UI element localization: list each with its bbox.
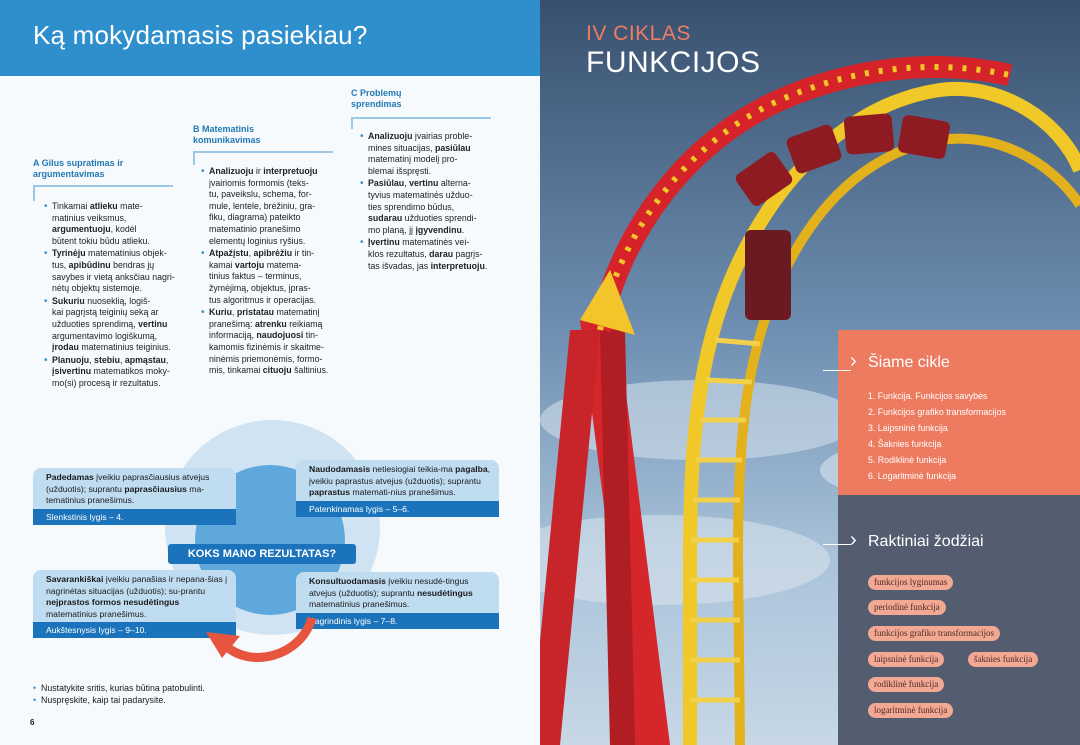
cycle-label: IV CIKLAS [586, 22, 691, 45]
column-b-heading: B Matematinis komunikavimas [193, 124, 261, 145]
list-item: 1. Funkcija. Funkcijos savybės [868, 391, 988, 401]
column-b-text: • Analizuoju ir interpretuoju įvairiomis formomis (teks- tu, paveikslu, schema, for- mule, lentele, brėžiniu, gra- fiku, diagrama) pateikto matematinio pranešimo elementų loginius ryšius. • Atpažįstu, apibrėžiu ir tin- kamai vartoju matema- tinius faktus – terminus, žymėjimą, objektus, įpras- tus algoritmus ir operacijas. • Kuriu, pristatau matematinį pranešimą: atrenku reikiamą informaciją, naudojuosi tin- kamomis fizinėmis ir skaitme- ninėmis priemonėmis, formo- mis, tinkamai cituoju šaltinius. [201, 166, 341, 378]
page-title: Ką mokydamasis pasiekiau? [33, 20, 368, 50]
cycle-arrow-icon [200, 570, 340, 680]
keyword-pill: rodiklinė funkcija [868, 677, 944, 692]
level-basic: Pagrindinis lygis – 7–8. [296, 613, 499, 629]
right-page [540, 0, 1080, 745]
level-threshold: Slenkstinis lygis – 4. [33, 509, 236, 525]
result-box-satisfactory: Naudodamasis netiesiogiai teikia-ma pagalba, įveikiu paprastus atvejus (užduotis); suprantu paprastus matemati-nius pranešimus. Patenkinamas lygis – 5–6. [296, 460, 499, 517]
column-c-rule [351, 117, 491, 119]
column-a-text: • Tinkamai atlieku mate- matinius veiksmus, argumentuoju, kodėl būtent tokiu būdu atlieku. • Tyrinėju matematinius objek- tus, apibūdinu bendras jų savybes ir vietą anksčiau nagri- nėtų objektų sistemoje. • Sukuriu nuoseklią, logiš- kai pagrįstą teiginių seką ar užduoties sprendimą, vertinu argumentavimo logiškumą, įrodau matematinius teiginius. • Planuoju, stebiu, apmąstau, įsivertinu matematikos moky- mo(si) procesą ir rezultatus. [44, 201, 184, 391]
column-c-text: • Analizuoju įvairias proble- mines situacijas, pasiūlau matematinį modelį pro- blemai išspręsti. • Pasiūlau, vertinu alterna- tyvius matematinės užduo- ties sprendimo būdus, sudarau užduoties sprendi- mo planą, jį įgyvendinu. • Įvertinu matematinės vei- klos rezultatus, darau pagrįs- tas išvadas, jas interpretuoju. [360, 131, 500, 273]
result-box-advanced: Savarankiškai įveikiu panašias ir nepana-šias į nagrinėtas situacijas (užduotis); su-prantu nejprastos formos nesudėtingus matematinius pranešimus. Aukštesnysis lygis – 9–10. [33, 570, 236, 638]
in-cycle-panel [838, 330, 1080, 495]
column-a-rule [33, 185, 173, 187]
keywords-heading: Raktiniai žodžiai [868, 533, 984, 550]
keywords-panel [838, 495, 1080, 745]
keyword-pill: logaritminė funkcija [868, 703, 953, 718]
chevron-right-icon: › [850, 350, 857, 372]
header-bar [0, 0, 540, 76]
list-item: 6. Logaritminė funkcija [868, 471, 957, 481]
column-a-heading: A Gilus supratimas ir argumentavimas [33, 158, 124, 179]
keyword-pill: laipsninė funkcija [868, 652, 944, 667]
keyword-pill: šaknies funkcija [968, 652, 1038, 667]
level-satisfactory: Patenkinamas lygis – 5–6. [296, 501, 499, 517]
notes-list [33, 682, 205, 706]
chevron-right-icon: › [850, 529, 857, 551]
keyword-pill: funkcijos grafiko transformacijos [868, 626, 1000, 641]
list-item: 4. Šaknies funkcija [868, 439, 942, 449]
result-box-threshold: Padedamas įveikiu paprasčiausius atvejus (užduotis); suprantu paprasčiausius ma-tematinius pranešimus. Slenkstinis lygis – 4. [33, 468, 236, 525]
note-item: • Nustatykite sritis, kurias būtina patobulinti. [33, 682, 205, 694]
list-item: 2. Funkcijos grafiko transformacijos [868, 407, 1006, 417]
keyword-pill: periodinė funkcija [868, 600, 946, 615]
level-advanced: Aukštesnysis lygis – 9–10. [33, 622, 236, 638]
in-cycle-heading: Šiame cikle [868, 354, 950, 371]
result-box-basic: Konsultuodamasis įveikiu nesudė-tingus atvejus (užduotis); suprantu nesudėtingus matematinius pranešimus. Pagrindinis lygis – 7–8. [296, 572, 499, 629]
column-b-rule [193, 151, 333, 153]
keyword-pill: funkcijos lyginumas [868, 575, 953, 590]
cycle-title: FUNKCIJOS [586, 46, 761, 79]
note-item: • Nuspręskite, kaip tai padarysite. [33, 694, 205, 706]
column-c-heading: C Problemų sprendimas [351, 88, 402, 109]
in-cycle-list [868, 388, 1006, 484]
results-title: KOKS MANO REZULTATAS? [168, 544, 356, 564]
list-item: 3. Laipsninė funkcija [868, 423, 948, 433]
page-number: 6 [30, 718, 35, 727]
list-item: 5. Rodiklinė funkcija [868, 455, 947, 465]
